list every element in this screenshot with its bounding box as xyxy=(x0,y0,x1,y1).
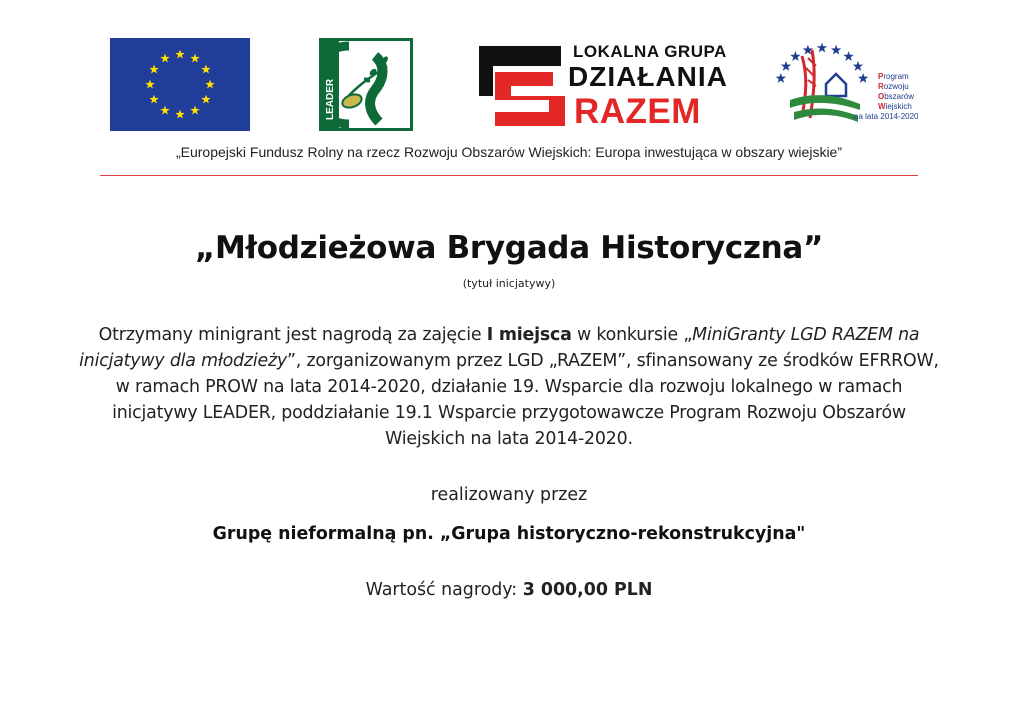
prow-star xyxy=(781,61,791,71)
prow-cap-1: P xyxy=(878,72,884,81)
prow-word-4 xyxy=(878,102,912,112)
prize-label: Wartość nagrody: xyxy=(365,580,523,600)
body-contest-name: MiniGranty LGD RAZEM na inicjatywy dla młodzieży xyxy=(79,325,920,371)
leader-wordmark: LEADER xyxy=(325,78,336,120)
logos-bar xyxy=(0,0,1018,140)
prow-cap-4: W xyxy=(878,102,886,111)
prow-rest-4: iejskich xyxy=(885,102,912,111)
divider-rule xyxy=(100,175,918,176)
body-place: I miejsca xyxy=(486,325,572,345)
prow-word-2 xyxy=(878,82,909,92)
prow-star xyxy=(843,51,853,61)
prow-star xyxy=(858,73,868,83)
prow-cap-3: O xyxy=(878,92,885,101)
lgd-line-2: DZIAŁANIA xyxy=(568,61,728,92)
prow-star xyxy=(790,51,800,61)
lgd-razem-logo xyxy=(473,38,733,131)
prow-rest-3: bszarów xyxy=(884,92,915,101)
body-text-2: w konkursie „ xyxy=(571,325,693,345)
prize-line xyxy=(0,580,1018,600)
prow-logo xyxy=(772,36,922,133)
prow-star xyxy=(853,61,863,71)
initiative-title: „Młodzieżowa Brygada Historyczna” xyxy=(194,230,824,266)
lgd-line-1: LOKALNA GRUPA xyxy=(573,42,727,61)
prow-cap-2: R xyxy=(878,82,884,91)
body-text-1: Otrzymany minigrant jest nagrodą za zajęcie xyxy=(98,325,487,345)
prow-word-3 xyxy=(878,92,914,102)
prow-rest-2: ozwoju xyxy=(883,82,909,91)
lgd-line-3: RAZEM xyxy=(574,92,701,131)
lgd-mark-icon xyxy=(473,38,573,131)
eu-flag-icon xyxy=(110,38,250,131)
prow-star xyxy=(831,45,841,55)
prow-years: na lata 2014-2020 xyxy=(854,112,919,121)
fund-caption: „Europejski Fundusz Rolny na rzecz Rozwoju Obszarów Wiejskich: Europa inwestująca w obszary wiejskie” xyxy=(175,144,843,160)
prow-word-1 xyxy=(878,72,909,82)
body-text-3: ”, zorganizowanym przez LGD „RAZEM”, sfinansowany ze środków EFRROW, w ramach PROW na lata 2014-2020, działanie 19. Wsparcie dla rozwoju lokalnego w ramach inicjatywy LEADER, poddziałanie 19.1 Wsparcie przygotowawcze Program Rozwoju Obszarów Wiejskich na lata 2014-2020. xyxy=(112,351,939,449)
leader-logo xyxy=(319,38,413,131)
realized-by: realizowany przez xyxy=(430,485,588,505)
body-paragraph xyxy=(0,322,1018,452)
prow-rest-1: rogram xyxy=(883,72,909,81)
prize-value: 3 000,00 PLN xyxy=(522,580,653,600)
group-name: Grupę nieformalną pn. „Grupa historyczno-rekonstrukcyjna" xyxy=(212,524,806,544)
prow-star xyxy=(817,43,827,53)
prow-star xyxy=(776,73,786,83)
initiative-subtitle: (tytuł inicjatywy) xyxy=(462,277,556,290)
